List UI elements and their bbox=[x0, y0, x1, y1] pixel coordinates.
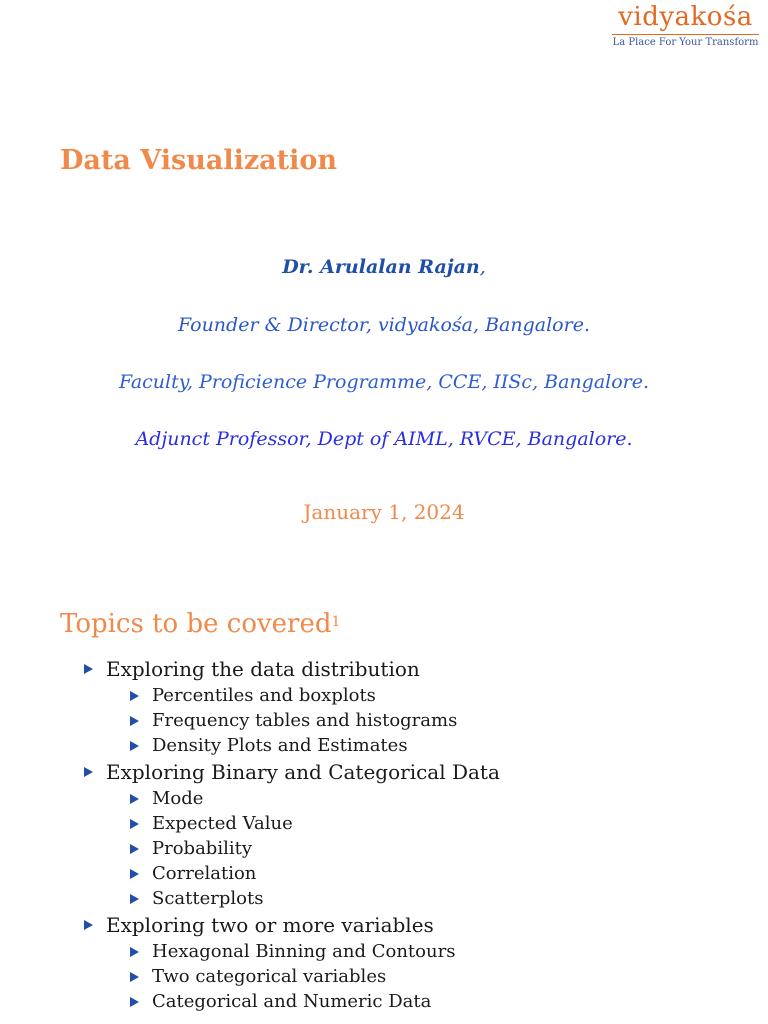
topic-item bbox=[0, 758, 768, 786]
subtopic-label: Hexagonal Binning and Contours bbox=[152, 941, 456, 962]
subtopic-label: Categorical and Numeric Data bbox=[152, 991, 432, 1012]
topics-list bbox=[0, 655, 768, 1014]
bullet-triangle-icon bbox=[130, 869, 139, 879]
bullet-triangle-icon bbox=[130, 716, 139, 726]
subtopic-label: Scatterplots bbox=[152, 888, 264, 909]
topic-label: Exploring two or more variables bbox=[106, 913, 434, 937]
subtopic-item bbox=[0, 786, 768, 811]
section-heading bbox=[60, 607, 340, 641]
subtopic-label: Frequency tables and histograms bbox=[152, 710, 458, 731]
topic-item bbox=[0, 655, 768, 683]
affiliation-founder: Founder & Director, vidyakośa, Bangalore. bbox=[177, 314, 590, 336]
subtopic-label: Probability bbox=[152, 838, 253, 859]
bullet-triangle-icon bbox=[130, 972, 139, 982]
subtopic-label: Density Plots and Estimates bbox=[152, 735, 408, 756]
topic-label: Exploring Binary and Categorical Data bbox=[106, 760, 500, 784]
subtopic-item bbox=[0, 733, 768, 758]
author-name: Dr. Arulalan Rajan bbox=[282, 256, 480, 278]
subtopic-item bbox=[0, 861, 768, 886]
subtopic-item bbox=[0, 939, 768, 964]
subtopic-item bbox=[0, 989, 768, 1014]
affiliation-adjunct: Adjunct Professor, Dept of AIML, RVCE, Bangalore. bbox=[135, 428, 633, 450]
subtopic-label: Two categorical variables bbox=[152, 966, 387, 987]
bullet-triangle-icon bbox=[84, 767, 93, 777]
topic-item bbox=[0, 911, 768, 939]
author-line bbox=[0, 254, 768, 280]
bullet-triangle-icon bbox=[130, 844, 139, 854]
bullet-triangle-icon bbox=[130, 947, 139, 957]
subtopic-label: Percentiles and boxplots bbox=[152, 685, 376, 706]
bullet-triangle-icon bbox=[130, 794, 139, 804]
footnote-marker: 1 bbox=[331, 614, 341, 630]
affiliation-faculty: Faculty, Proficience Programme, CCE, IISc, Bangalore. bbox=[118, 371, 650, 393]
subtopic-label: Mode bbox=[152, 788, 204, 809]
subtopic-item bbox=[0, 886, 768, 911]
bullet-triangle-icon bbox=[130, 997, 139, 1007]
bullet-triangle-icon bbox=[84, 920, 93, 930]
subtopic-item bbox=[0, 964, 768, 989]
subtopic-item bbox=[0, 836, 768, 861]
subtopic-label: Expected Value bbox=[152, 813, 293, 834]
vidyakosa-logo bbox=[608, 2, 763, 49]
logo-wordmark: vidyakośa bbox=[618, 2, 753, 32]
bullet-triangle-icon bbox=[130, 819, 139, 829]
subtopic-item bbox=[0, 811, 768, 836]
section-title: Topics to be covered bbox=[60, 609, 332, 639]
bullet-triangle-icon bbox=[130, 691, 139, 701]
document-date: January 1, 2024 bbox=[303, 500, 465, 524]
logo-tagline: La Place For Your Transform bbox=[612, 37, 759, 48]
subtopic-item bbox=[0, 708, 768, 733]
logo-underline bbox=[612, 34, 759, 35]
document-title: Data Visualization bbox=[60, 145, 338, 176]
topic-label: Exploring the data distribution bbox=[106, 657, 420, 681]
bullet-triangle-icon bbox=[130, 894, 139, 904]
bullet-triangle-icon bbox=[84, 664, 93, 674]
bullet-triangle-icon bbox=[130, 741, 139, 751]
author-suffix: , bbox=[479, 256, 486, 278]
subtopic-label: Correlation bbox=[152, 863, 257, 884]
subtopic-item bbox=[0, 683, 768, 708]
